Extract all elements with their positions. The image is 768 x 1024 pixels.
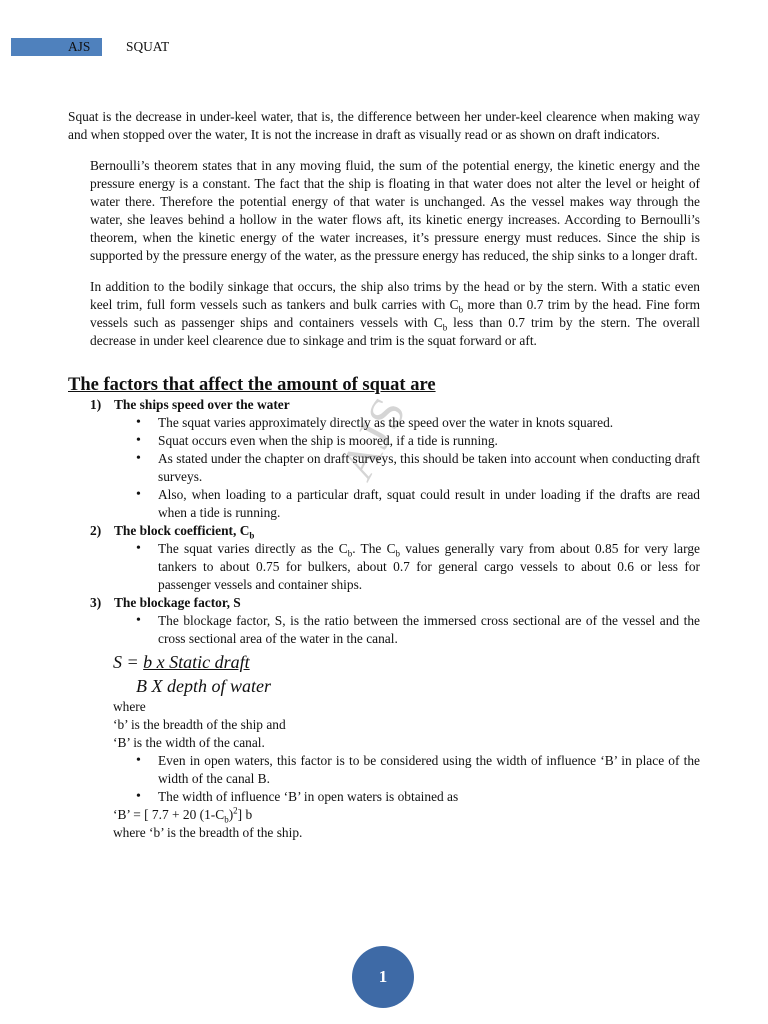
header-title: SQUAT [126, 39, 170, 54]
list-item: • Squat occurs even when the ship is moored, if a tide is running. [136, 433, 498, 448]
bullet-icon: • [136, 753, 141, 768]
list-item: • The width of influence ‘B’ in open waters is obtained as [136, 789, 459, 804]
definition-b: ‘b’ is the breadth of the ship and [113, 717, 286, 732]
factor-blockage-bullets [68, 612, 700, 648]
factor-block-bullets [68, 540, 700, 594]
bullet-icon: • [136, 789, 141, 804]
list-item: • Even in open waters, this factor is to be considered using the width of influence ‘B’ in place of the width of the canal B. [136, 753, 700, 786]
factor-heading-blockage: 3) The blockage factor, S [90, 595, 241, 610]
watermark: AJS [330, 387, 418, 489]
width-of-influence-equation: ‘B’ = [ 7.7 + 20 $(1-C_b)^2$] b [113, 805, 253, 825]
document-body [68, 108, 700, 842]
bullet-icon: • [136, 451, 141, 466]
formula-numerator: S = b x Static draft [113, 652, 250, 672]
definition-B: ‘B’ is the width of the canal. [113, 735, 265, 750]
equation-where: where ‘b’ is the breadth of the ship. [113, 825, 303, 840]
bullet-icon: • [136, 433, 141, 448]
trim-paragraph: In addition to the bodily sinkage that occurs, the ship also trims by the head or by the stern. With a static even keel trim, full form vessels such as tankers and bulk carries with $C_b$ more than 0.7 trim by the head. Fine form vessels such as passenger ships and containers vessels with $C_b$ less than 0.7 trim by the stern. The overall decrease in under keel clearence due to sinkage and trim is the squat forward or aft. [90, 279, 700, 348]
section-heading: The factors that affect the amount of squat are [68, 375, 436, 395]
factor-heading-block-coefficient: 2) The block coefficient, $C_b$ [90, 523, 255, 541]
formula-denominator: B X depth of water [136, 676, 271, 696]
list-item: • Also, when loading to a particular draft, squat could result in under loading if the drafts are read when a tide is running. [136, 487, 700, 520]
factor-blockage-bullets-2 [68, 752, 700, 806]
header-author: AJS [68, 39, 91, 54]
list-item: • The squat varies approximately directly as the speed over the water in knots squared. [136, 415, 614, 430]
factor-heading-speed: 1) The ships speed over the water [90, 397, 290, 412]
page-number-badge [352, 946, 414, 1008]
bullet-icon: • [136, 541, 141, 556]
where-label: where [113, 699, 146, 714]
bullet-icon: • [136, 487, 141, 502]
bullet-icon: • [136, 613, 141, 628]
factor-speed-bullets [68, 414, 700, 522]
bullet-icon: • [136, 415, 141, 430]
list-item: • The squat varies directly as the $C_b$. The $C_b$ values generally vary from about 0.85 for very large tankers to about 0.75 for bulkers, about 0.7 for general cargo vessels to about 0.6 or less for passenger vessels and container ships. [136, 541, 700, 592]
list-item: • As stated under the chapter on draft surveys, this should be taken into account when conducting draft surveys. [136, 451, 700, 484]
bernoulli-paragraph: Bernoulli’s theorem states that in any moving fluid, the sum of the potential energy, the kinetic energy and the pressure energy is a constant. The fact that the ship is floating in that water does not alter the level or height of water there. Therefore the potential energy of that water is unchanged. As the vessel makes way through the water, she leaves behind a hollow in the water flows aft, its kinetic energy increases. According to Bernoulli’s theorem, when the kinetic energy of the water increases, it’s pressure energy must reduces. Since the ship is supported by the pressure energy of the water, as the pressure energy has reduced, the ship sinks to a longer draft. [90, 158, 700, 263]
list-item: • The blockage factor, S, is the ratio between the immersed cross sectional are of the vessel and the cross sectional area of the water in the canal. [136, 613, 700, 646]
page-number: 1 [378, 967, 388, 986]
intro-paragraph: Squat is the decrease in under-keel water, that is, the difference between her under-keel clearence when making way and when stopped over the water, It is not the increase in draft as visually read or as shown on draft indicators. [68, 109, 700, 142]
